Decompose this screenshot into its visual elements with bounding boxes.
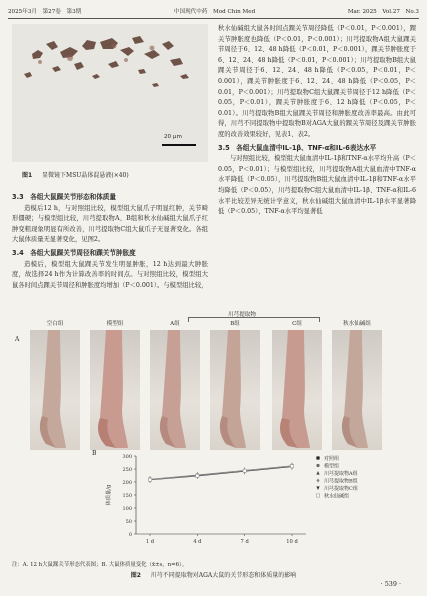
legend-label: 川芎提取物B组 <box>324 478 358 485</box>
line-chart <box>96 450 396 550</box>
running-header <box>8 5 419 17</box>
x-tick-label: 4 d <box>193 539 202 545</box>
legend-marker <box>316 464 319 467</box>
paw-photo-model <box>90 330 140 450</box>
body-paragraph: 与对照组比较，模型组大鼠血清中IL-1β和TNF-α水平均升高（P＜0.05，P＜0.01）；与模型组比较，川芎提取物A组大鼠血清中TNF-α水平降低（P＜0.05），川芎提取物B组大鼠血清中IL-1β和TNF-α水平均降低（P＜0.05），川芎提取物C组大鼠血清中IL-1β、TNF-α和IL-6水平比较差异无统计学意义，秋水仙碱组大鼠血清中IL-1β水平显著降低（P＜0.05），TNF-α水平均显著低 <box>218 155 416 216</box>
paw-photo-blank <box>30 330 80 450</box>
y-tick-label: 0 <box>128 531 132 538</box>
column-label-a: A组 <box>170 321 180 327</box>
msu-crystal-micrograph <box>12 24 208 162</box>
micrograph-image <box>12 24 208 162</box>
body-paragraph: 造模后，模型组大鼠踝关节发生明显肿胀，12 h达到最大肿胀度，故选择24 h作为计算改善率的时间点。与对照组比较，模型组大鼠各时间点踝关节周径和肿胀度均增加（P＜0.001）。与模型组比较， <box>12 260 208 289</box>
legend-marker <box>316 486 319 490</box>
paw-photo-a <box>150 330 200 450</box>
paw-photo-colchicine <box>332 330 382 450</box>
legend-label: 川芎提取物A组 <box>324 470 358 477</box>
section-heading: 3.5 各组大鼠血清中IL-1β、TNF-α和IL-6表达水平 <box>218 143 377 152</box>
body-paragraph: 秋水仙碱组大鼠各时间点踝关节周径降低（P＜0.01，P＜0.001），踝关节肿胀度也降低（P＜0.01，P＜0.001）；川芎提取物A组大鼠踝关节周径于6、12、48 h降低（P＜0.01，P＜0.001），踝关节肿胀度于6、12、24、48 h降低（P＜0.01，P＜0.001）；川芎提取物B组大鼠踝关节周径于6、12、24、48 h降低（P＜0.05，P＜0.01，P＜0.001），踝关节肿胀度于6、12、24、48 h降低（P＜0.05，P＜0.01，P＜0.001）；川芎提取物C组大鼠踝关节周径于12 h降低（P＜0.05，P＜0.01），踝关节肿胀度于6、12 h降低（P＜0.05，P＜0.01）。川芎提取物B组大鼠踝关节周径和肿胀度改善率最高。由此可得，川芎不同提取物中提取物B对AGA大鼠的踝关节周径及踝关节肿胀度的改善效果较好，见表1、表2。 <box>218 25 416 138</box>
legend-marker <box>316 456 319 459</box>
header-volume: Mar. 2025 Vol.27 No.3 <box>347 9 419 15</box>
section-heading: 3.3 各组大鼠踝关节形态和体质量 <box>12 193 116 201</box>
y-tick-label: 100 <box>122 505 132 512</box>
figure2-caption <box>0 570 427 579</box>
data-point <box>148 478 151 481</box>
body-weight-chart <box>96 450 396 550</box>
legend-marker <box>316 479 319 483</box>
x-tick-label: 10 d <box>286 539 298 545</box>
x-tick-label: 7 d <box>240 539 249 545</box>
y-tick-label: 300 <box>122 453 132 460</box>
figure2-caption-text: 川芎不同提取物对AGA大鼠的关节形态和体质量的影响 <box>150 572 297 579</box>
data-point <box>290 465 293 468</box>
legend-label: 对照组 <box>324 455 340 462</box>
column-label-c: C组 <box>292 321 302 327</box>
figure1-caption <box>22 170 129 179</box>
data-point <box>243 469 246 472</box>
figure2-label: 图2 <box>130 572 141 579</box>
column-label-colchicine: 秋水仙碱组 <box>343 321 371 327</box>
data-point <box>196 474 199 477</box>
y-tick-label: 150 <box>122 492 132 499</box>
panel-a-label: A <box>15 336 20 343</box>
header-issue: 2025年3月 第27卷 第3期 <box>8 9 82 15</box>
y-tick-label: 50 <box>125 518 132 525</box>
legend-label: 川芎提取物C组 <box>324 485 358 492</box>
column-label-blank: 空白组 <box>46 321 64 327</box>
paw-photo-c <box>272 330 322 450</box>
header-journal: 中国现代中药 Mod Chin Med <box>173 9 256 15</box>
legend-marker <box>316 494 319 497</box>
section-heading: 3.4 各组大鼠踝关节周径和踝关节肿胀度 <box>12 248 136 257</box>
column-label-b: B组 <box>230 321 240 327</box>
legend-marker <box>316 471 319 475</box>
y-tick-label: 200 <box>122 479 132 486</box>
x-tick-label: 1 d <box>145 539 155 545</box>
y-axis-label: 体质量/g <box>106 484 112 506</box>
column-label-model: 模型组 <box>106 321 124 327</box>
y-tick-label: 250 <box>122 466 132 473</box>
paw-photo-b <box>210 330 260 450</box>
panel-b-label: B <box>92 450 97 457</box>
body-paragraph: 造模后12 h，与对照组比较，模型组大鼠爪子明显红肿，关节畸形僵硬；与模型组比较，川芎提取物A、B组和秋水仙碱组大鼠爪子红肿变粗现象明显有所改善，川芎提取物C组大鼠爪子无显著变化。各组大鼠体质量无显著变化，见图2。 <box>12 204 208 244</box>
figure2-note: 注：A. 12 h大鼠踝关节形态代表图；B. 大鼠体质量变化（x̄±s，n=6）。 <box>12 562 188 568</box>
scale-bar-label: 20 μm <box>164 134 182 140</box>
series-line <box>150 466 292 480</box>
group-header: 川芎提取物 <box>228 312 256 318</box>
page-number: · 539 · <box>380 580 401 588</box>
figure2 <box>12 310 416 558</box>
right-text-column <box>218 24 416 218</box>
figure1-caption-text: 显微镜下MSU晶体混悬液(×40) <box>42 172 129 179</box>
legend-label: 秋水仙碱组 <box>324 493 350 500</box>
figure1-label: 图1 <box>22 172 33 179</box>
header-rule <box>8 18 419 19</box>
left-text-column <box>12 190 208 291</box>
legend-label: 模型组 <box>324 463 340 470</box>
